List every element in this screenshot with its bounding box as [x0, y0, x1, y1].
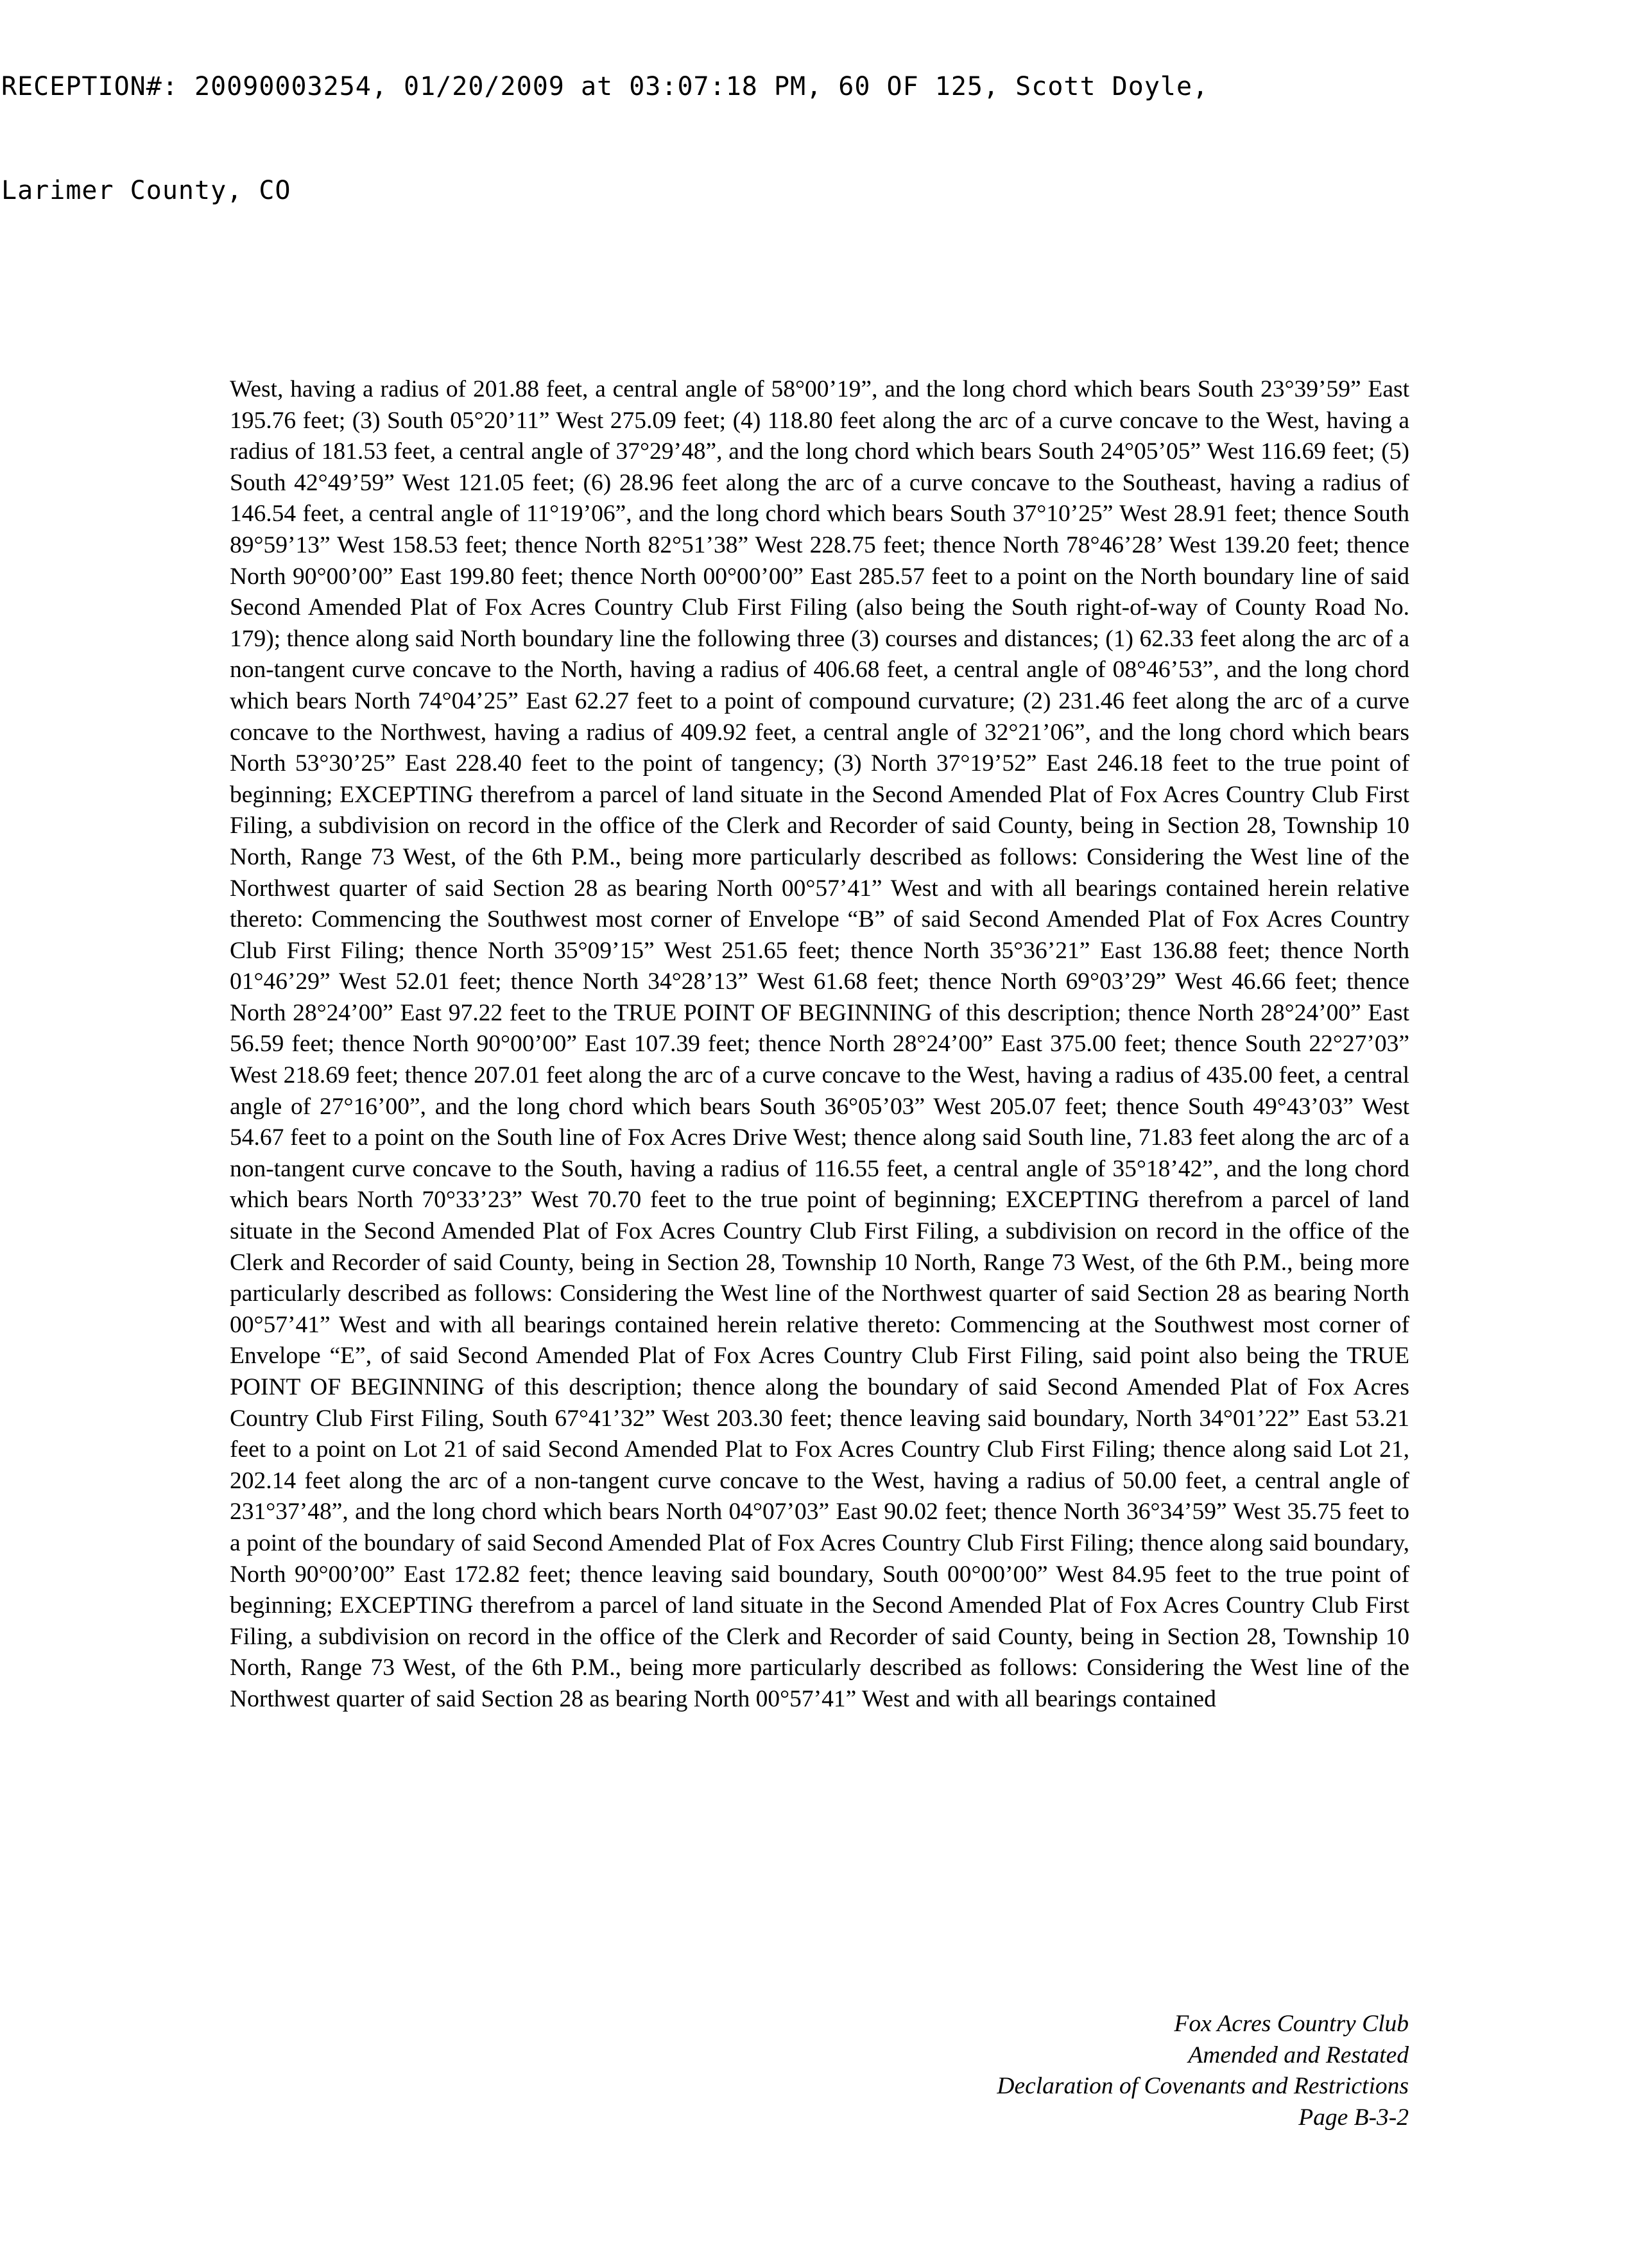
- footer-page-number: Page B-3-2: [1298, 2104, 1409, 2131]
- footer-line-3: Declaration of Covenants and Restrictions: [997, 2073, 1409, 2100]
- document-footer: [834, 2009, 1409, 2133]
- recording-stamp-line-1: RECEPTION#: 20090003254, 01/20/2009 at 03:07:18 PM, 60 OF 125, Scott Doyle,: [1, 72, 1209, 101]
- footer-line-1: Fox Acres Country Club: [1174, 2011, 1409, 2037]
- recording-stamp: [1, 0, 1631, 243]
- legal-description-paragraph: West, having a radius of 201.88 feet, a central angle of 58°00’19”, and the long chord which bears South 23°39’59” East 195.76 feet; (3) South 05°20’11” West 275.09 feet; (4) 118.80 feet along the arc of a curve concave to the West, having a radius of 181.53 feet, a central angle of 37°29’48”, and the long chord which bears South 24°05’05” West 116.69 feet; (5) South 42°49’59” West 121.05 feet; (6) 28.96 feet along the arc of a curve concave to the Southeast, having a radius of 146.54 feet, a central angle of 11°19’06”, and the long chord which bears South 37°10’25” West 28.91 feet; thence South 89°59’13” West 158.53 feet; thence North 82°51’38” West 228.75 feet; thence North 78°46’28’ West 139.20 feet; thence North 90°00’00” East 199.80 feet; thence North 00°00’00” East 285.57 feet to a point on the North boundary line of said Second Amended Plat of Fox Acres Country Club First Filing (also being the South right-of-way of County Road No. 179); thence along said North boundary line the following three (3) courses and distances; (1) 62.33 feet along the arc of a non-tangent curve concave to the North, having a radius of 406.68 feet, a central angle of 08°46’53”, and the long chord which bears North 74°04’25” East 62.27 feet to a point of compound curvature; (2) 231.46 feet along the arc of a curve concave to the Northwest, having a radius of 409.92 feet, a central angle of 32°21’06”, and the long chord which bears North 53°30’25” East 228.40 feet to the point of tangency; (3) North 37°19’52” East 246.18 feet to the true point of beginning; EXCEPTING therefrom a parcel of land situate in the Second Amended Plat of Fox Acres Country Club First Filing, a subdivision on record in the office of the Clerk and Recorder of said County, being in Section 28, Township 10 North, Range 73 West, of the 6th P.M., being more particularly described as follows: Considering the West line of the Northwest quarter of said Section 28 as bearing North 00°57’41” West and with all bearings contained herein relative thereto: Commencing the Southwest most corner of Envelope “B” of said Second Amended Plat of Fox Acres Country Club First Filing; thence North 35°09’15” West 251.65 feet; thence North 35°36’21” East 136.88 feet; thence North 01°46’29” West 52.01 feet; thence North 34°28’13” West 61.68 feet; thence North 69°03’29” West 46.66 feet; thence North 28°24’00” East 97.22 feet to the TRUE POINT OF BEGINNING of this description; thence North 28°24’00” East 56.59 feet; thence North 90°00’00” East 107.39 feet; thence North 28°24’00” East 375.00 feet; thence South 22°27’03” West 218.69 feet; thence 207.01 feet along the arc of a curve concave to the West, having a radius of 435.00 feet, a central angle of 27°16’00”, and the long chord which bears South 36°05’03” West 205.07 feet; thence South 49°43’03” West 54.67 feet to a point on the South line of Fox Acres Drive West; thence along said South line, 71.83 feet along the arc of a non-tangent curve concave to the South, having a radius of 116.55 feet, a central angle of 35°18’42”, and the long chord which bears North 70°33’23” West 70.70 feet to the true point of beginning; EXCEPTING therefrom a parcel of land situate in the Second Amended Plat of Fox Acres Country Club First Filing, a subdivision on record in the office of the Clerk and Recorder of said County, being in Section 28, Township 10 North, Range 73 West, of the 6th P.M., being more particularly described as follows: Considering the West line of the Northwest quarter of said Section 28 as bearing North 00°57’41” West and with all bearings contained herein relative thereto: Commencing at the Southwest most corner of Envelope “E”, of said Second Amended Plat of Fox Acres Country Club First Filing, said point also being the TRUE POINT OF BEGINNING of this description; thence along the boundary of said Second Amended Plat of Fox Acres Country Club First Filing, South 67°41’32” West 203.30 feet; thence leaving said boundary, North 34°01’22” East 53.21 feet to a point on Lot 21 of said Second Amended Plat to Fox Acres Country Club First Filing; thence along said Lot 21, 202.14 feet along the arc of a non-tangent curve concave to the West, having a radius of 50.00 feet, a central angle of 231°37’48”, and the long chord which bears North 04°07’03” East 90.02 feet; thence North 36°34’59” West 35.75 feet to a point of the boundary of said Second Amended Plat of Fox Acres Country Club First Filing; thence along said boundary, North 90°00’00” East 172.82 feet; thence leaving said boundary, South 00°00’00” West 84.95 feet to the true point of beginning; EXCEPTING therefrom a parcel of land situate in the Second Amended Plat of Fox Acres Country Club First Filing, a subdivision on record in the office of the Clerk and Recorder of said County, being in Section 28, Township 10 North, Range 73 West, of the 6th P.M., being more particularly described as follows: Considering the West line of the Northwest quarter of said Section 28 as bearing North 00°57’41” West and with all bearings contained: [230, 376, 1409, 1712]
- footer-line-2: Amended and Restated: [1188, 2041, 1409, 2068]
- recording-stamp-line-2: Larimer County, CO: [1, 176, 291, 205]
